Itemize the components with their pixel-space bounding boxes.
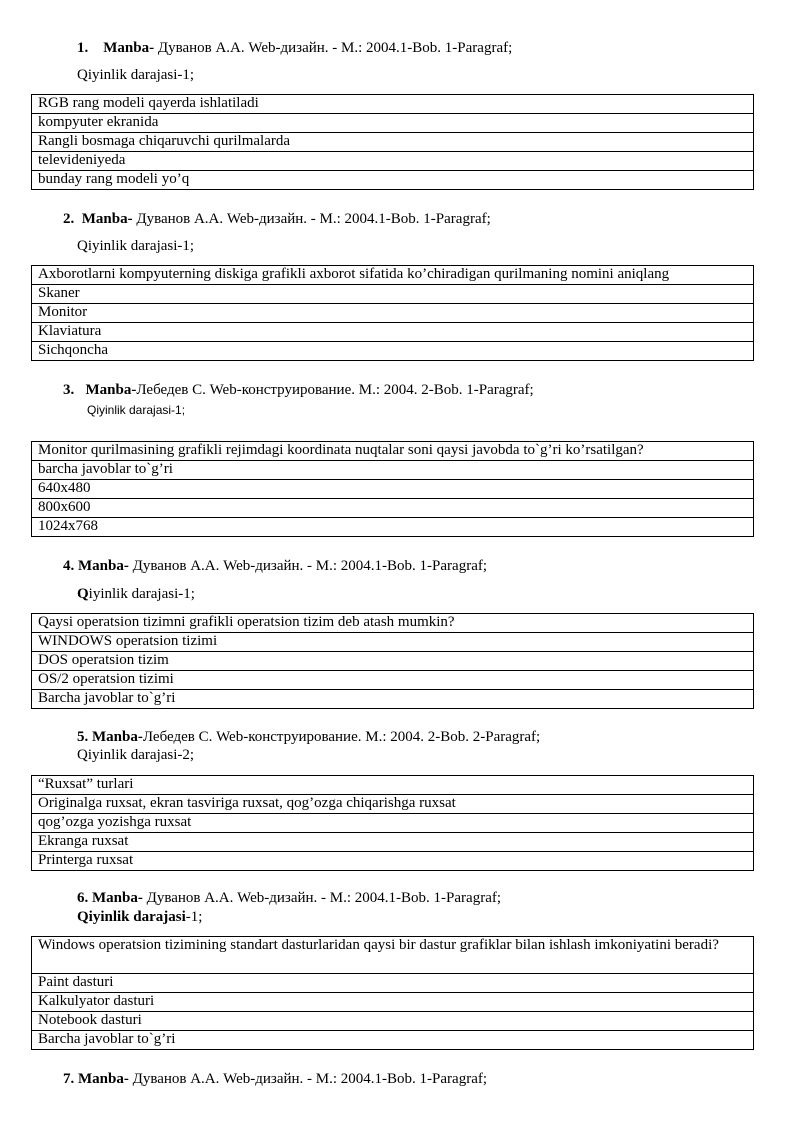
- source-label: Manba-: [92, 890, 143, 906]
- table-row: [32, 480, 754, 499]
- answer-option: Originalga ruxsat, ekran tasviriga ruxsat, qog’ozga chiqarishga ruxsat: [32, 795, 754, 814]
- answer-option: WINDOWS operatsion tizimi: [32, 633, 754, 652]
- question-6-table: [31, 936, 754, 1050]
- table-row: [32, 852, 754, 871]
- answer-option: bunday rang modeli yo’q: [32, 171, 754, 190]
- question-text: “Ruxsat” turlari: [32, 776, 754, 795]
- table-row: [32, 499, 754, 518]
- table-row: [32, 776, 754, 795]
- source-text: Дуванов А.А. Web-дизайн. - М.: 2004.1-Bob. 1-Paragraf;: [128, 1071, 488, 1087]
- answer-option: Skaner: [32, 285, 754, 304]
- source-text: Лебедев С. Web-конструирование. М.: 2004. 2-Bob. 2-Paragraf;: [142, 729, 541, 745]
- table-row: [32, 614, 754, 633]
- answer-option: DOS operatsion tizim: [32, 652, 754, 671]
- question-5-level: Qiyinlik darajasi-2;: [77, 747, 195, 763]
- source-label: Manba-: [103, 40, 155, 56]
- table-row: [32, 1031, 754, 1050]
- question-1-level: Qiyinlik darajasi-1;: [77, 67, 195, 83]
- question-number: 3.: [63, 382, 75, 398]
- answer-option: Monitor: [32, 304, 754, 323]
- question-2-level: Qiyinlik darajasi-1;: [77, 238, 195, 254]
- question-6-level: [77, 908, 202, 927]
- answer-option: Klaviatura: [32, 323, 754, 342]
- question-number: 2.: [63, 211, 75, 227]
- answer-option: 1024x768: [32, 518, 754, 537]
- source-text: Лебедев С. Web-конструирование. М.: 2004. 2-Bob. 1-Paragraf;: [136, 382, 534, 398]
- level-label: Qiyinlik darajasi: [77, 909, 186, 925]
- question-1-source: [77, 39, 512, 58]
- table-row: [32, 133, 754, 152]
- table-row: [32, 342, 754, 361]
- answer-option: Ekranga ruxsat: [32, 833, 754, 852]
- source-text: Дуванов А.А. Web-дизайн. - М.: 2004.1-Bob. 1-Paragraf;: [128, 558, 488, 574]
- question-1-table: [31, 94, 754, 190]
- source-text: Дуванов А.А. Web-дизайн. - М.: 2004.1-Bob. 1-Paragraf;: [154, 40, 513, 56]
- question-number: 4.: [63, 558, 75, 574]
- table-row: [32, 266, 754, 285]
- question-2-source: [63, 210, 491, 229]
- question-text: RGB rang modeli qayerda ishlatiladi: [32, 95, 754, 114]
- question-text: Qaysi operatsion tizimni grafikli operatsion tizim deb atash mumkin?: [32, 614, 754, 633]
- answer-option: Barcha javoblar to`g’ri: [32, 1031, 754, 1050]
- table-row: [32, 518, 754, 537]
- answer-option: Barcha javoblar to`g’ri: [32, 690, 754, 709]
- table-row: [32, 95, 754, 114]
- table-row: [32, 1012, 754, 1031]
- answer-option: Kalkulyator dasturi: [32, 993, 754, 1012]
- table-row: [32, 814, 754, 833]
- answer-option: barcha javoblar to`g’ri: [32, 461, 754, 480]
- source-label: Manba-: [92, 729, 143, 745]
- table-row: [32, 152, 754, 171]
- table-row: [32, 937, 754, 974]
- source-text: Дуванов А.А. Web-дизайн. - М.: 2004.1-Bob. 1-Paragraf;: [142, 890, 502, 906]
- table-row: [32, 442, 754, 461]
- answer-option: Printerga ruxsat: [32, 852, 754, 871]
- question-4-table: [31, 613, 754, 709]
- level-initial: Q: [77, 586, 89, 602]
- table-row: [32, 833, 754, 852]
- question-text: Windows operatsion tizimining standart dasturlaridan qaysi bir dastur grafiklar bilan ishlash imkoniyatini beradi?: [32, 937, 754, 974]
- question-number: 6.: [77, 890, 89, 906]
- question-number: 5.: [77, 729, 89, 745]
- question-2-table: [31, 265, 754, 361]
- question-number: 1.: [77, 40, 89, 56]
- answer-option: Rangli bosmaga chiqaruvchi qurilmalarda: [32, 133, 754, 152]
- table-row: [32, 993, 754, 1012]
- answer-option: qog’ozga yozishga ruxsat: [32, 814, 754, 833]
- table-row: [32, 795, 754, 814]
- question-7-source: [63, 1070, 487, 1089]
- answer-option: Sichqoncha: [32, 342, 754, 361]
- question-5-table: [31, 775, 754, 871]
- answer-option: televideniyeda: [32, 152, 754, 171]
- question-text: Monitor qurilmasining grafikli rejimdagi koordinata nuqtalar soni qaysi javobda to`g’ri ko’rsatilgan?: [32, 442, 754, 461]
- table-row: [32, 671, 754, 690]
- question-3-table: [31, 441, 754, 537]
- table-row: [32, 285, 754, 304]
- answer-option: OS/2 operatsion tizimi: [32, 671, 754, 690]
- table-row: [32, 171, 754, 190]
- answer-option: 640x480: [32, 480, 754, 499]
- answer-option: 800x600: [32, 499, 754, 518]
- question-number: 7.: [63, 1071, 75, 1087]
- answer-option: Paint dasturi: [32, 974, 754, 993]
- table-row: [32, 652, 754, 671]
- question-text: Axborotlarni kompyuterning diskiga grafikli axborot sifatida ko’chiradigan qurilmaning nomini aniqlang: [32, 266, 754, 285]
- table-row: [32, 304, 754, 323]
- question-4-source: [63, 557, 487, 576]
- table-row: [32, 114, 754, 133]
- question-5-source: [77, 728, 540, 747]
- question-6-source: [77, 889, 501, 908]
- table-row: [32, 461, 754, 480]
- level-text: iyinlik darajasi-1;: [88, 586, 195, 602]
- question-4-level: [77, 585, 195, 604]
- answer-option: kompyuter ekranida: [32, 114, 754, 133]
- question-3-source: [63, 381, 534, 400]
- table-row: [32, 323, 754, 342]
- source-text: Дуванов А.А. Web-дизайн. - М.: 2004.1-Bob. 1-Paragraf;: [132, 211, 491, 227]
- source-label: Manba-: [81, 211, 133, 227]
- question-3-level: Qiyinlik darajasi-1;: [87, 403, 186, 417]
- source-label: Manba-: [78, 558, 129, 574]
- answer-option: Notebook dasturi: [32, 1012, 754, 1031]
- level-text: -1;: [185, 909, 203, 925]
- table-row: [32, 690, 754, 709]
- table-row: [32, 633, 754, 652]
- table-row: [32, 974, 754, 993]
- source-label: Manba-: [85, 382, 137, 398]
- source-label: Manba-: [78, 1071, 129, 1087]
